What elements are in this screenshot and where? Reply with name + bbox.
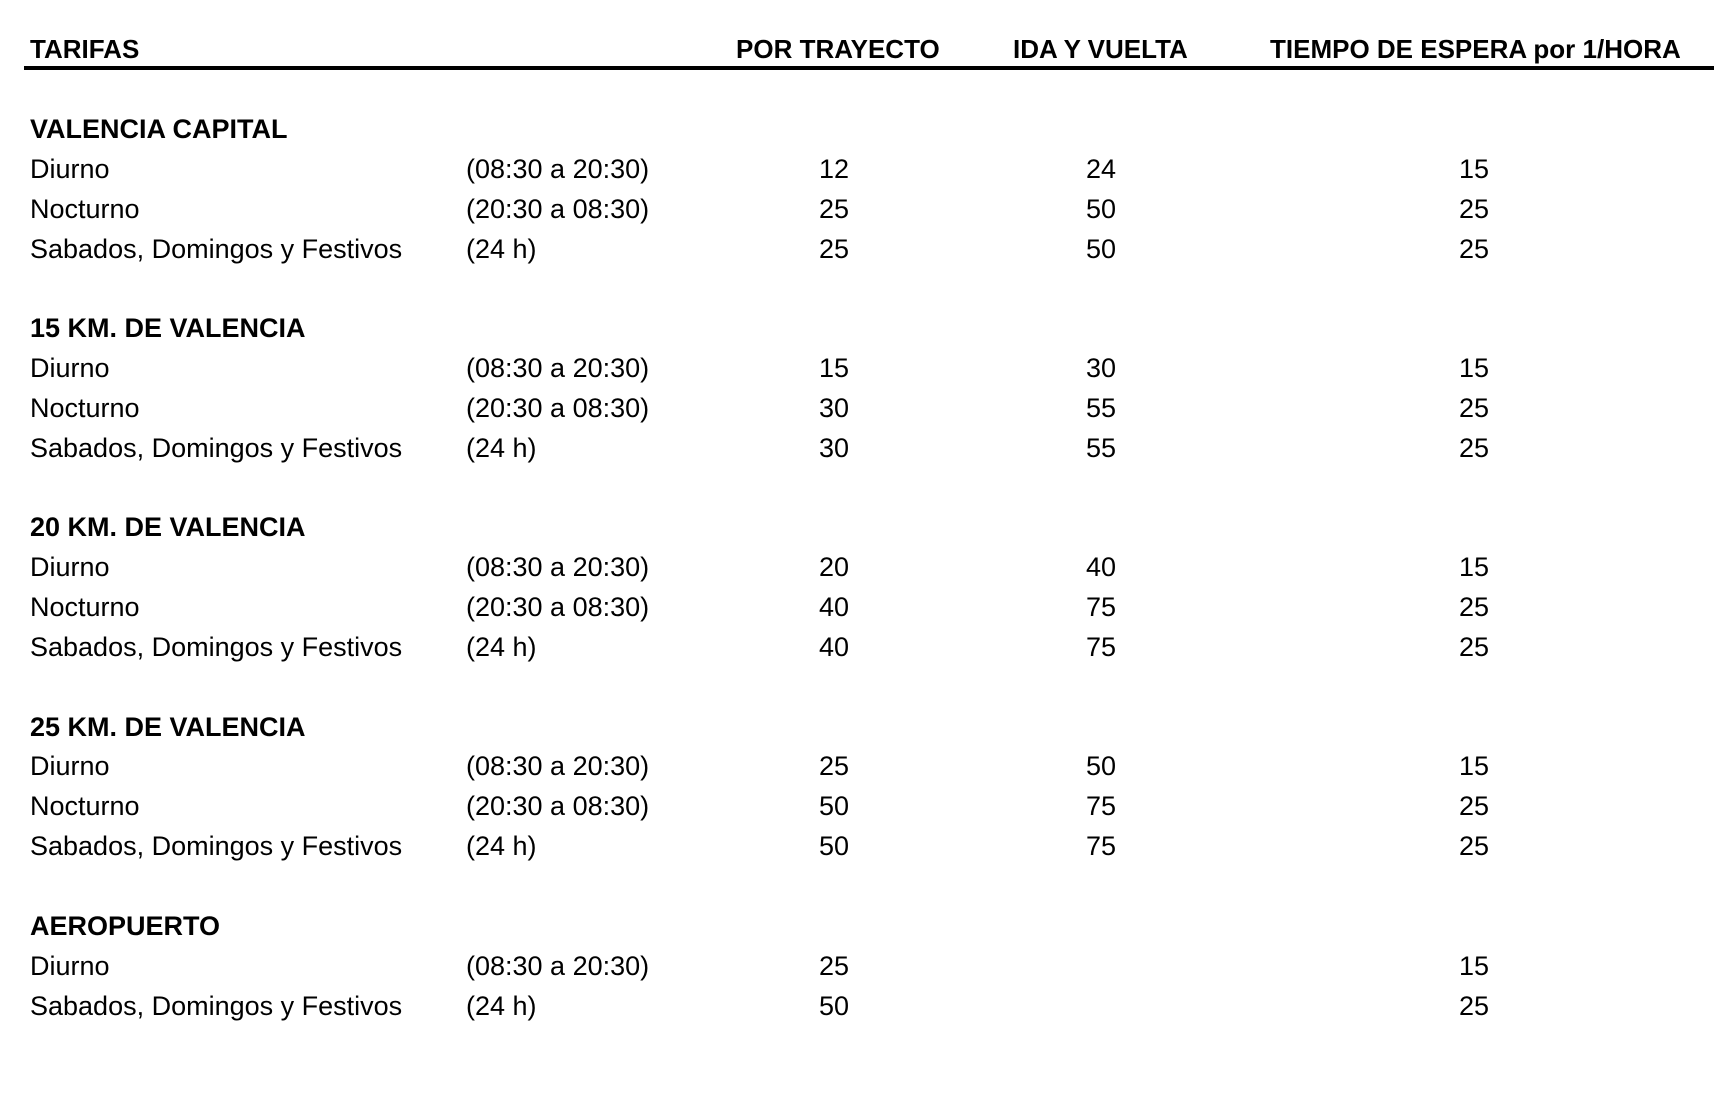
row-label: Diurno (30, 552, 110, 582)
row-espera: 25 (1458, 831, 1490, 861)
section-title: VALENCIA CAPITAL (30, 114, 288, 144)
row-hours: (24 h) (466, 632, 537, 662)
section-title: 25 KM. DE VALENCIA (30, 712, 306, 742)
header-divider (24, 66, 1714, 70)
row-hours: (24 h) (466, 991, 537, 1021)
row-hours: (08:30 a 20:30) (466, 751, 650, 781)
row-espera: 25 (1458, 991, 1490, 1021)
row-trayecto: 50 (818, 831, 850, 861)
section-title: 15 KM. DE VALENCIA (30, 313, 306, 343)
row-label: Sabados, Domingos y Festivos (30, 632, 403, 662)
row-ida-vuelta: 55 (1085, 393, 1117, 423)
row-trayecto: 40 (818, 592, 850, 622)
row-espera: 15 (1458, 552, 1490, 582)
table-header (0, 0, 1719, 72)
row-hours: (08:30 a 20:30) (466, 552, 650, 582)
row-ida-vuelta: 24 (1085, 154, 1117, 184)
row-trayecto: 50 (818, 791, 850, 821)
row-label: Nocturno (30, 791, 140, 821)
header-tiempo-espera: TIEMPO DE ESPERA por 1/HORA (1270, 34, 1681, 64)
row-hours: (24 h) (466, 831, 537, 861)
row-ida-vuelta: 40 (1085, 552, 1117, 582)
row-ida-vuelta: 30 (1085, 353, 1117, 383)
row-hours: (08:30 a 20:30) (466, 353, 650, 383)
row-espera: 25 (1458, 234, 1490, 264)
row-espera: 15 (1458, 751, 1490, 781)
row-label: Diurno (30, 154, 110, 184)
row-trayecto: 25 (818, 194, 850, 224)
row-trayecto: 25 (818, 234, 850, 264)
row-trayecto: 15 (818, 353, 850, 383)
row-label: Sabados, Domingos y Festivos (30, 991, 403, 1021)
row-label: Sabados, Domingos y Festivos (30, 831, 403, 861)
row-ida-vuelta: 75 (1085, 592, 1117, 622)
row-hours: (20:30 a 08:30) (466, 791, 650, 821)
row-hours: (24 h) (466, 433, 537, 463)
row-ida-vuelta: 50 (1085, 751, 1117, 781)
row-hours: (20:30 a 08:30) (466, 393, 650, 423)
row-label: Nocturno (30, 393, 140, 423)
row-hours: (08:30 a 20:30) (466, 154, 650, 184)
row-trayecto: 30 (818, 433, 850, 463)
row-trayecto: 40 (818, 632, 850, 662)
row-trayecto: 50 (818, 991, 850, 1021)
header-ida-y-vuelta: IDA Y VUELTA (1013, 34, 1188, 64)
row-label: Sabados, Domingos y Festivos (30, 234, 403, 264)
row-trayecto: 30 (818, 393, 850, 423)
row-trayecto: 25 (818, 951, 850, 981)
row-hours: (24 h) (466, 234, 537, 264)
row-label: Sabados, Domingos y Festivos (30, 433, 403, 463)
row-espera: 15 (1458, 353, 1490, 383)
row-espera: 25 (1458, 632, 1490, 662)
row-trayecto: 25 (818, 751, 850, 781)
row-hours: (08:30 a 20:30) (466, 951, 650, 981)
row-trayecto: 12 (818, 154, 850, 184)
row-espera: 25 (1458, 393, 1490, 423)
row-ida-vuelta: 55 (1085, 433, 1117, 463)
row-label: Diurno (30, 751, 110, 781)
section-title: 20 KM. DE VALENCIA (30, 512, 306, 542)
row-ida-vuelta: 75 (1085, 791, 1117, 821)
row-trayecto: 20 (818, 552, 850, 582)
row-espera: 25 (1458, 592, 1490, 622)
row-label: Nocturno (30, 592, 140, 622)
row-label: Nocturno (30, 194, 140, 224)
row-espera: 25 (1458, 791, 1490, 821)
row-ida-vuelta: 75 (1085, 831, 1117, 861)
row-label: Diurno (30, 353, 110, 383)
row-label: Diurno (30, 951, 110, 981)
row-hours: (20:30 a 08:30) (466, 194, 650, 224)
header-tarifas: TARIFAS (30, 34, 140, 64)
row-ida-vuelta: 50 (1085, 234, 1117, 264)
row-espera: 25 (1458, 194, 1490, 224)
row-hours: (20:30 a 08:30) (466, 592, 650, 622)
row-espera: 15 (1458, 951, 1490, 981)
row-espera: 15 (1458, 154, 1490, 184)
header-por-trayecto: POR TRAYECTO (736, 34, 940, 64)
row-ida-vuelta: 50 (1085, 194, 1117, 224)
row-ida-vuelta: 75 (1085, 632, 1117, 662)
row-espera: 25 (1458, 433, 1490, 463)
section-title: AEROPUERTO (30, 911, 221, 941)
